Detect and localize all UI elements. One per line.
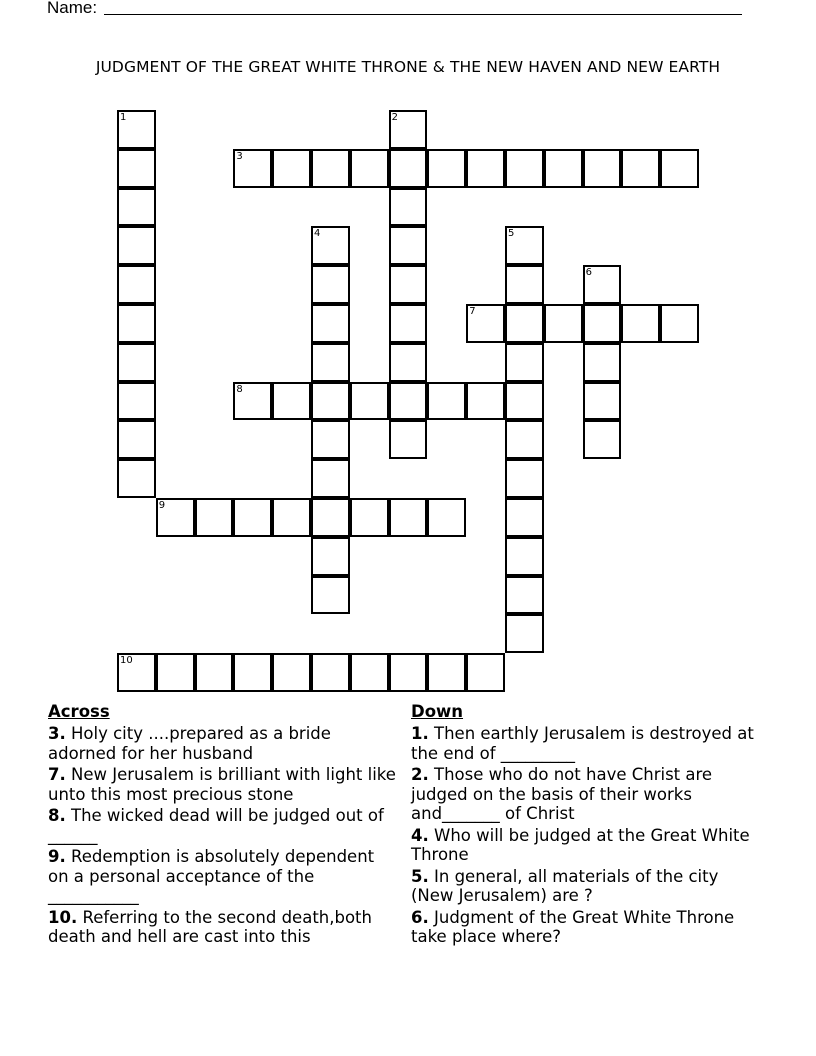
clue-across-7: 7. New Jerusalem is brilliant with light like unto this most precious stone — [48, 765, 396, 804]
crossword-cell[interactable] — [505, 343, 544, 382]
crossword-cell[interactable] — [583, 265, 622, 304]
crossword-cell[interactable] — [233, 382, 272, 421]
crossword-cell[interactable] — [505, 576, 544, 615]
crossword-cell[interactable] — [233, 653, 272, 692]
clue-number: 8 — [236, 383, 243, 395]
crossword-cell[interactable] — [389, 382, 428, 421]
crossword-cell[interactable] — [389, 304, 428, 343]
crossword-cell[interactable] — [311, 420, 350, 459]
crossword-cell[interactable] — [583, 304, 622, 343]
crossword-cell[interactable] — [621, 304, 660, 343]
down-clues — [411, 702, 756, 949]
crossword-cell[interactable] — [311, 459, 350, 498]
crossword-cell[interactable] — [272, 382, 311, 421]
crossword-cell[interactable] — [505, 459, 544, 498]
crossword-cell[interactable] — [505, 537, 544, 576]
crossword-cell[interactable] — [117, 265, 156, 304]
clue-number: 6 — [585, 267, 592, 279]
crossword-cell[interactable] — [350, 653, 389, 692]
clue-across-8: 8. The wicked dead will be judged out of ______ — [48, 806, 384, 845]
crossword-cell[interactable] — [505, 614, 544, 653]
crossword-cell[interactable] — [117, 110, 156, 149]
crossword-cell[interactable] — [427, 498, 466, 537]
crossword-cell[interactable] — [311, 226, 350, 265]
crossword-cell[interactable] — [389, 653, 428, 692]
clue-number: 10 — [120, 655, 133, 667]
crossword-cell[interactable] — [311, 498, 350, 537]
crossword-cell[interactable] — [389, 149, 428, 188]
crossword-cell[interactable] — [272, 149, 311, 188]
crossword-cell[interactable] — [272, 498, 311, 537]
crossword-cell[interactable] — [427, 382, 466, 421]
crossword-cell[interactable] — [466, 653, 505, 692]
crossword-cell[interactable] — [466, 304, 505, 343]
crossword-cell[interactable] — [117, 149, 156, 188]
across-heading: Across — [48, 702, 110, 721]
clue-number: 4 — [314, 228, 321, 240]
crossword-cell[interactable] — [389, 226, 428, 265]
clue-number: 3 — [236, 150, 243, 162]
clue-number: 5 — [508, 228, 515, 240]
crossword-cell[interactable] — [505, 226, 544, 265]
clue-across-10: 10. Referring to the second death,both death and hell are cast into this — [48, 907, 372, 946]
crossword-cell[interactable] — [583, 420, 622, 459]
clue-number: 9 — [158, 500, 166, 511]
clue-number: 1 — [120, 112, 127, 123]
crossword-cell[interactable] — [272, 653, 311, 692]
crossword-cell[interactable] — [389, 343, 428, 382]
crossword-cell[interactable] — [311, 265, 350, 304]
crossword-cell[interactable] — [195, 498, 234, 537]
crossword-cell[interactable] — [117, 188, 156, 227]
crossword-cell[interactable] — [156, 653, 195, 692]
crossword-cell[interactable] — [466, 382, 505, 421]
crossword-cell[interactable] — [311, 382, 350, 421]
crossword-cell[interactable] — [505, 420, 544, 459]
crossword-cell[interactable] — [311, 653, 350, 692]
crossword-cell[interactable] — [311, 149, 350, 188]
clue-number: 7 — [469, 306, 476, 317]
clue-down-2: 2. Those who do not have Christ are judged on the basis of their works and_______ of Christ — [411, 765, 713, 823]
page-title: JUDGMENT OF THE GREAT WHITE THRONE & THE NEW HAVEN AND NEW EARTH — [95, 58, 721, 76]
down-heading: Down — [411, 702, 464, 721]
clue-across-3: 3. Holy city ....prepared as a bride adorned for her husband — [48, 724, 331, 763]
crossword-cell[interactable] — [505, 149, 544, 188]
crossword-cell[interactable] — [544, 149, 583, 188]
crossword-cell[interactable] — [117, 382, 156, 421]
clue-number: 2 — [391, 112, 398, 123]
crossword-cell[interactable] — [195, 653, 234, 692]
crossword-cell[interactable] — [389, 188, 428, 227]
crossword-cell[interactable] — [389, 110, 428, 149]
crossword-cell[interactable] — [350, 149, 389, 188]
clue-down-4: 4. Who will be judged at the Great White Throne — [411, 825, 750, 864]
crossword-cell[interactable] — [117, 653, 156, 692]
crossword-cell[interactable] — [427, 653, 466, 692]
crossword-cell[interactable] — [117, 420, 156, 459]
crossword-cell[interactable] — [117, 343, 156, 382]
name-label: Name: — [47, 0, 98, 17]
crossword-cell[interactable] — [389, 265, 428, 304]
crossword-cell[interactable] — [427, 149, 466, 188]
clue-across-9: 9. Redemption is absolutely dependent on a personal acceptance of the ___________ — [48, 847, 375, 905]
crossword-cell[interactable] — [156, 498, 195, 537]
crossword-cell[interactable] — [389, 420, 428, 459]
crossword-cell[interactable] — [544, 304, 583, 343]
crossword-cell[interactable] — [117, 226, 156, 265]
crossword-cell[interactable] — [505, 498, 544, 537]
crossword-cell[interactable] — [117, 304, 156, 343]
crossword-cell[interactable] — [621, 149, 660, 188]
crossword-cell[interactable] — [505, 265, 544, 304]
clue-down-1: 1. Then earthly Jerusalem is destroyed at the end of _________ — [411, 724, 754, 763]
across-clues — [48, 702, 398, 949]
crossword-cell[interactable] — [311, 576, 350, 615]
crossword-cell[interactable] — [117, 459, 156, 498]
crossword-cell[interactable] — [311, 537, 350, 576]
crossword-cell[interactable] — [233, 498, 272, 537]
crossword-cell[interactable] — [583, 343, 622, 382]
crossword-cell[interactable] — [233, 149, 272, 188]
crossword-cell[interactable] — [466, 149, 505, 188]
crossword-cell[interactable] — [660, 149, 699, 188]
crossword-cell[interactable] — [583, 382, 622, 421]
crossword-cell[interactable] — [350, 498, 389, 537]
crossword-cell[interactable] — [389, 498, 428, 537]
crossword-cell[interactable] — [505, 382, 544, 421]
crossword-cell[interactable] — [311, 304, 350, 343]
crossword-cell[interactable] — [311, 343, 350, 382]
crossword-cell[interactable] — [660, 304, 699, 343]
crossword-cell[interactable] — [505, 304, 544, 343]
crossword-cell[interactable] — [583, 149, 622, 188]
clue-down-6: 6. Judgment of the Great White Throne take place where? — [411, 907, 735, 946]
clue-down-5: 5. In general, all materials of the city (New Jerusalem) are ? — [411, 866, 719, 905]
crossword-cell[interactable] — [350, 382, 389, 421]
